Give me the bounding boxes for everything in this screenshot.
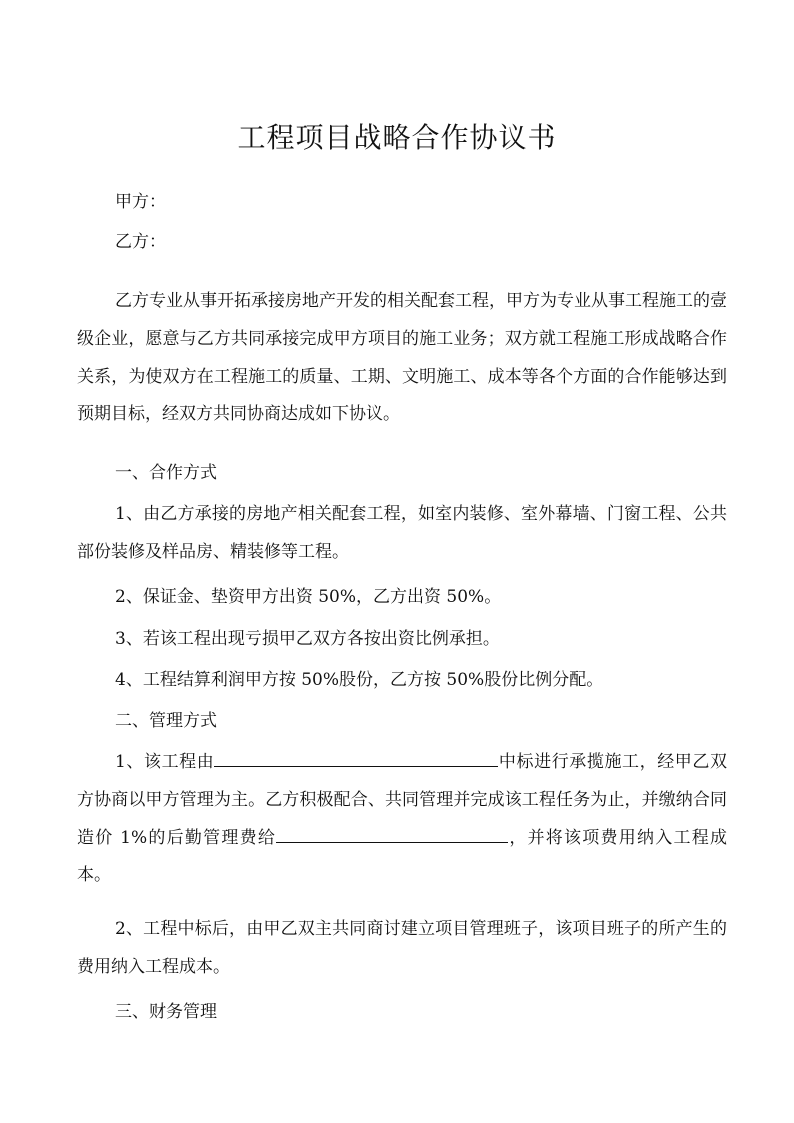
document-title: 工程项目战略合作协议书: [237, 121, 557, 154]
section1-item2: 2、保证金、垫资甲方出资 50%，乙方出资 50%。: [115, 587, 502, 607]
section2-item1: [77, 744, 727, 895]
intro-paragraph: 乙方专业从事开拓承接房地产开发的相关配套工程，甲方为专业从事工程施工的壹级企业，愿意与乙方共同承接完成甲方项目的施工业务；双方就工程施工形成战略合作关系，为使双方在工程施工的质量、工期、文明施工、成本等各个方面的合作能够达到预期目标，经双方共同协商达成如下协议。: [77, 291, 727, 425]
section2-item1-text-start: 1、该工程由: [115, 752, 215, 772]
fee-recipient-blank: [276, 824, 508, 843]
section2-heading: 二、管理方式: [115, 711, 217, 731]
section1-item3: 3、若该工程出现亏损甲乙双方各按出资比例承担。: [115, 629, 500, 649]
section3-heading: 三、财务管理: [115, 1002, 217, 1022]
section1-item4: 4、工程结算利润甲方按 50%股份，乙方按 50%股份比例分配。: [115, 670, 604, 690]
section2-item2: 2、工程中标后，由甲乙双主共同商讨建立项目管理班子，该项目班子的所产生的费用纳入工程成本。: [77, 919, 727, 977]
section2-item1-text-middle: 中标进行承揽施工，经甲乙双方协商以甲方管理为主。乙方积极配合、共同管理并完成该工程任务为止，并缴纳合同造价 1%的后勤管理费给: [77, 752, 727, 848]
party-a-label: 甲方：: [115, 192, 166, 212]
section1-item1: 1、由乙方承接的房地产相关配套工程，如室内装修、室外幕墙、门窗工程、公共部份装修及样品房、精装修等工程。: [77, 504, 727, 562]
section1-heading: 一、合作方式: [115, 463, 217, 483]
contractor-blank: [214, 748, 498, 767]
party-b-label: 乙方：: [115, 232, 166, 252]
section2-item1-text-end: ，并将该项费用纳入工程成本。: [77, 827, 728, 886]
